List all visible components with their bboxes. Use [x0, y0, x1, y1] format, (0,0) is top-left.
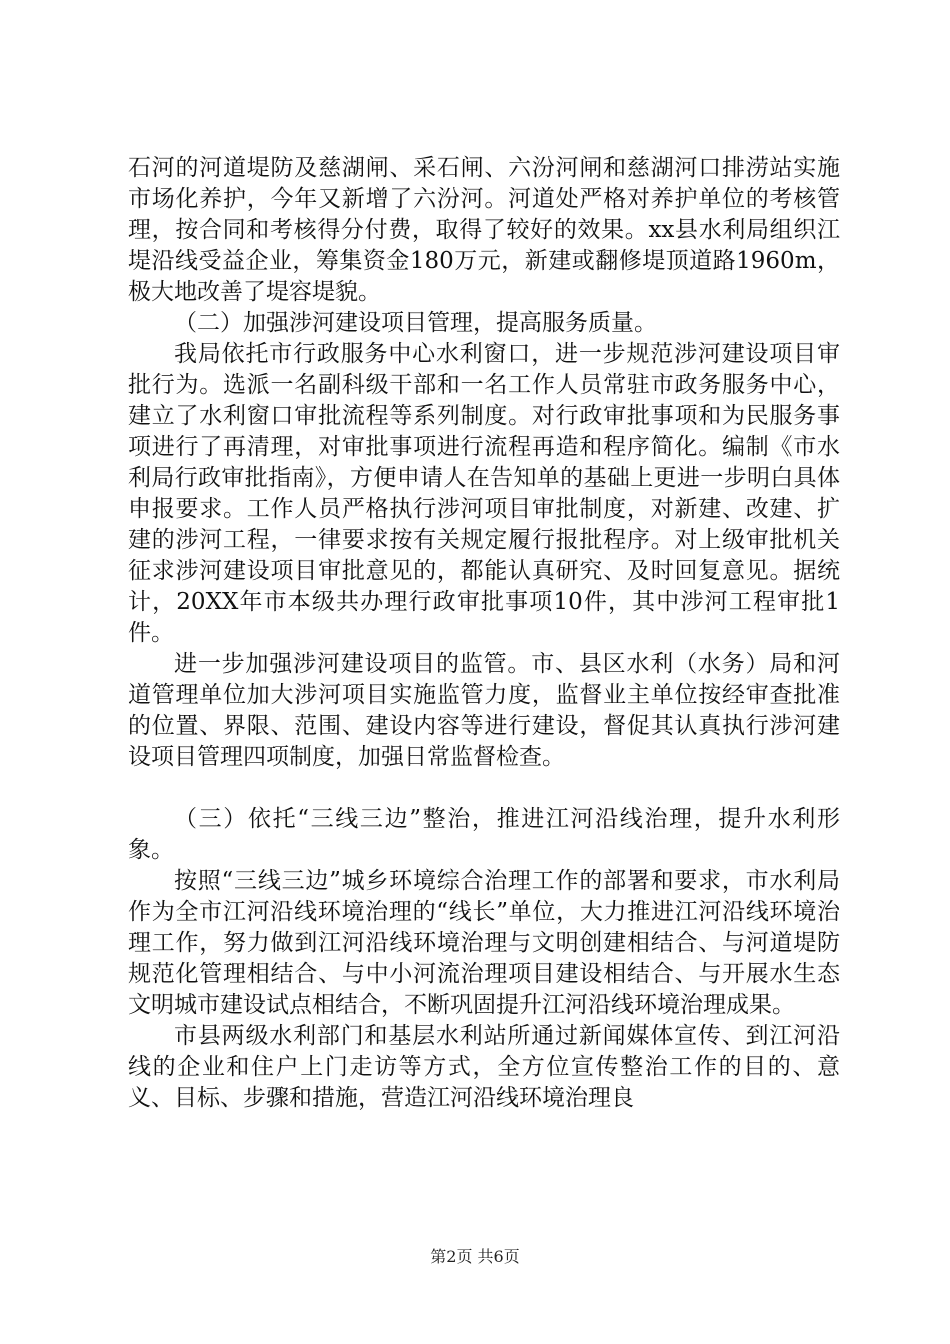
paragraph-approval: 我局依托市行政服务中心水利窗口，进一步规范涉河建设项目审批行为。选派一名副科级干部和一名工作人员常驻市政务服务中心，建立了水利窗口审批流程等系列制度。对行政审批事项和为民服务事项进行了再清理，对审批事项进行流程再造和程序简化。编制《市水利局行政审批指南》，方便申请人在告知单的基础上更进一步明白具体申报要求。工作人员严格执行涉河项目审批制度，对新建、改建、扩建的涉河工程，一律要求按有关规定履行报批程序。对上级审批机关征求涉河建设项目审批意见的，都能认真研究、及时回复意见。据统计，20XX年市本级共办理行政审批事项10件，其中涉河工程审批1件。: [128, 341, 840, 646]
document-body: [128, 153, 840, 1114]
section-heading-2: （二）加强涉河建设项目管理，提高服务质量。: [174, 310, 657, 336]
paragraph-supervision: 进一步加强涉河建设项目的监管。市、县区水利（水务）局和河道管理单位加大涉河项目实施监管力度，监督业主单位按经审查批准的位置、界限、范围、建设内容等进行建设，督促其认真执行涉河建设项目管理四项制度，加强日常监督检查。: [128, 651, 840, 770]
paragraph-publicity: 市县两级水利部门和基层水利站所通过新闻媒体宣传、到江河沿线的企业和住户上门走访等方式，全方位宣传整治工作的目的、意义、目标、步骤和措施，营造江河沿线环境治理良: [128, 1023, 840, 1111]
paragraph-three-lines: 按照“三线三边”城乡环境综合治理工作的部署和要求，市水利局作为全市江河沿线环境治理的“线长”单位，大力推进江河沿线环境治理工作，努力做到江河沿线环境治理与文明创建相结合、与河道堤防规范化管理相结合、与中小河流治理项目建设相结合、与开展水生态文明城市建设试点相结合，不断巩固提升江河沿线环境治理成果。: [128, 868, 840, 1018]
section-heading-3: （三）依托“三线三边”整治，推进江河沿线治理，提升水利形象。: [128, 806, 840, 863]
paragraph-continuation: 石河的河道堤防及慈湖闸、采石闸、六汾河闸和慈湖河口排涝站实施市场化养护，今年又新增了六汾河。河道处严格对养护单位的考核管理，按合同和考核得分付费，取得了较好的效果。xx县水利局组织江堤沿线受益企业，筹集资金180万元，新建或翻修堤顶道路1960m，极大地改善了堤容堤貌。: [128, 155, 840, 305]
page-number-footer: 第2页 共6页: [430, 1247, 520, 1266]
